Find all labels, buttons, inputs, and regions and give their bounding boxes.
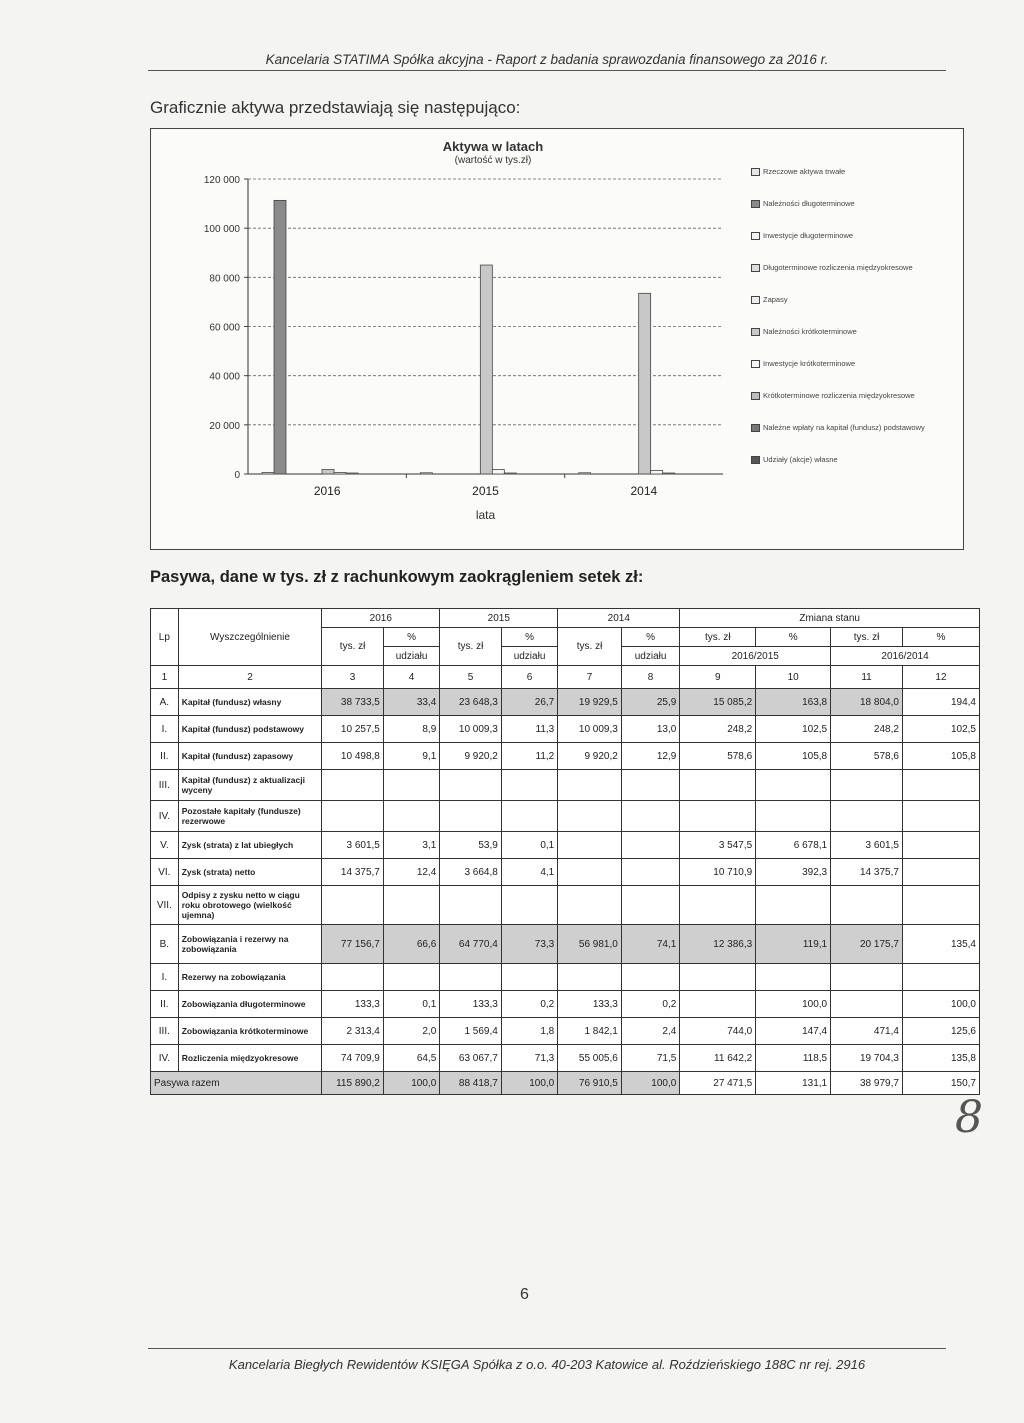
table-cell: 163,8: [756, 689, 831, 716]
table-cell: 23 648,3: [440, 689, 502, 716]
column-number: 10: [756, 666, 831, 689]
total-cell: 150,7: [902, 1072, 979, 1095]
table-cell: 0,1: [383, 991, 439, 1018]
table-row: [151, 743, 980, 770]
table-cell: 1 842,1: [558, 1018, 622, 1045]
table-cell: [621, 859, 679, 886]
chart-legend: [751, 167, 956, 487]
total-row: [151, 1072, 980, 1095]
table-row: [151, 716, 980, 743]
table-cell: 1,8: [501, 1018, 557, 1045]
chart-title: Aktywa w latach: [442, 139, 544, 154]
table-cell: [680, 991, 756, 1018]
legend-swatch: [751, 264, 760, 272]
col-2014-udzialu: udziału: [621, 647, 679, 666]
table-cell: 105,8: [902, 743, 979, 770]
bar: [492, 470, 504, 474]
table-cell: 10 498,8: [322, 743, 384, 770]
table-cell: [383, 886, 439, 925]
table-cell: [902, 859, 979, 886]
table-cell: 11,2: [501, 743, 557, 770]
total-cell: 115 890,2: [322, 1072, 384, 1095]
bar: [504, 473, 516, 474]
col-period-2016-2015: 2016/2015: [680, 647, 831, 666]
legend-item: [751, 231, 956, 263]
bar: [663, 473, 675, 474]
table-cell: 0,1: [501, 832, 557, 859]
table-cell: 12,4: [383, 859, 439, 886]
legend-item: [751, 391, 956, 423]
table-cell: [440, 964, 502, 991]
column-number: 2: [178, 666, 322, 689]
table-cell: 9 920,2: [440, 743, 502, 770]
table-cell: 64 770,4: [440, 925, 502, 964]
y-tick-label: 40 000: [209, 371, 240, 383]
column-number-row: [151, 666, 980, 689]
column-number: 12: [902, 666, 979, 689]
total-cell: 88 418,7: [440, 1072, 502, 1095]
row-label: Kapitał (fundusz) podstawowy: [178, 716, 322, 743]
table-cell: 133,3: [440, 991, 502, 1018]
column-number: 8: [621, 666, 679, 689]
table-cell: 118,5: [756, 1045, 831, 1072]
table-cell: 3 547,5: [680, 832, 756, 859]
legend-label: Zapasy: [763, 295, 788, 304]
row-label: Odpisy z zysku netto w ciągu roku obrotowego (wielkość ujemna): [178, 886, 322, 925]
table-cell: [831, 991, 903, 1018]
legend-label: Należne wpłaty na kapitał (fundusz) podstawowy: [763, 423, 925, 432]
table-cell: 6 678,1: [756, 832, 831, 859]
table-cell: 13,0: [621, 716, 679, 743]
x-axis-label: lata: [475, 508, 496, 522]
legend-item: [751, 263, 956, 295]
table-cell: 10 710,9: [680, 859, 756, 886]
table-cell: [558, 859, 622, 886]
col-lp: Lp: [151, 609, 179, 666]
column-number: 4: [383, 666, 439, 689]
page-number: 6: [520, 1286, 529, 1303]
col-2016: 2016: [322, 609, 440, 628]
column-number: 3: [322, 666, 384, 689]
table-cell: [902, 964, 979, 991]
column-number: 1: [151, 666, 179, 689]
bar: [262, 473, 274, 474]
table-cell: 3 601,5: [322, 832, 384, 859]
table-row: [151, 991, 980, 1018]
col-wyszczegolnienie: Wyszczególnienie: [178, 609, 322, 666]
legend-swatch: [751, 392, 760, 400]
table-cell: [756, 770, 831, 801]
row-lp: A.: [151, 689, 179, 716]
table-cell: [501, 886, 557, 925]
table-cell: 38 733,5: [322, 689, 384, 716]
col-zmiana-pct-1: %: [756, 628, 831, 647]
table-cell: [440, 801, 502, 832]
row-lp: II.: [151, 743, 179, 770]
table-row: [151, 925, 980, 964]
legend-label: Inwestycje krótkoterminowe: [763, 359, 856, 368]
table-cell: 102,5: [756, 716, 831, 743]
table-cell: [831, 964, 903, 991]
table-cell: 71,5: [621, 1045, 679, 1072]
table-row: [151, 859, 980, 886]
table-cell: [680, 886, 756, 925]
table-cell: 2,4: [621, 1018, 679, 1045]
row-lp: IV.: [151, 1045, 179, 1072]
table-cell: 19 704,3: [831, 1045, 903, 1072]
table-cell: 15 085,2: [680, 689, 756, 716]
col-2014-pct: %: [621, 628, 679, 647]
legend-item: [751, 423, 956, 455]
row-label: Pozostałe kapitały (fundusze) rezerwowe: [178, 801, 322, 832]
row-lp: VII.: [151, 886, 179, 925]
legend-label: Udziały (akcje) własne: [763, 455, 838, 464]
table-cell: [902, 832, 979, 859]
bar: [651, 471, 663, 474]
table-cell: 1 569,4: [440, 1018, 502, 1045]
table-cell: 20 175,7: [831, 925, 903, 964]
table-cell: 74,1: [621, 925, 679, 964]
legend-item: [751, 359, 956, 391]
row-lp: II.: [151, 991, 179, 1018]
table-cell: 19 929,5: [558, 689, 622, 716]
table-cell: [680, 964, 756, 991]
legend-swatch: [751, 360, 760, 368]
legend-label: Inwestycje długoterminowe: [763, 231, 854, 240]
table-cell: [322, 964, 384, 991]
chart-plot: [151, 129, 751, 549]
table-row: [151, 886, 980, 925]
legend-label: Długoterminowe rozliczenia międzyokresowe: [763, 263, 913, 272]
y-tick-label: 120 000: [203, 175, 240, 186]
table-cell: [756, 886, 831, 925]
col-2016-pct: %: [383, 628, 439, 647]
table-cell: 125,6: [902, 1018, 979, 1045]
table-cell: 10 257,5: [322, 716, 384, 743]
row-lp: IV.: [151, 801, 179, 832]
table-cell: [383, 770, 439, 801]
row-label: Zysk (strata) z lat ubiegłych: [178, 832, 322, 859]
intro-text: Graficznie aktywa przedstawiają się następująco:: [150, 98, 521, 117]
legend-swatch: [751, 200, 760, 208]
page-header: Kancelaria STATIMA Spółka akcyjna - Raport z badania sprawozdania finansowego za 2016 r.: [148, 52, 946, 71]
table-cell: 66,6: [383, 925, 439, 964]
table-cell: [383, 801, 439, 832]
col-2015-pct: %: [501, 628, 557, 647]
table-cell: 135,4: [902, 925, 979, 964]
table-cell: 63 067,7: [440, 1045, 502, 1072]
table-cell: 744,0: [680, 1018, 756, 1045]
table-row: [151, 801, 980, 832]
table-cell: [680, 770, 756, 801]
row-lp: V.: [151, 832, 179, 859]
chart-subtitle: (wartość w tys.zł): [454, 155, 532, 166]
bar: [579, 473, 591, 474]
bar: [334, 473, 346, 474]
table-cell: [621, 964, 679, 991]
table-cell: 2,0: [383, 1018, 439, 1045]
table-cell: [621, 770, 679, 801]
legend-swatch: [751, 296, 760, 304]
table-cell: [383, 964, 439, 991]
row-lp: I.: [151, 716, 179, 743]
table-row: [151, 964, 980, 991]
legend-label: Rzeczowe aktywa trwałe: [763, 167, 846, 176]
table-cell: 74 709,9: [322, 1045, 384, 1072]
col-zmiana-tys-1: tys. zł: [680, 628, 756, 647]
col-2014-tys: tys. zł: [558, 628, 622, 666]
table-cell: 100,0: [756, 991, 831, 1018]
x-tick-label: 2016: [313, 484, 341, 498]
table-cell: [440, 886, 502, 925]
legend-swatch: [751, 424, 760, 432]
table-cell: [501, 770, 557, 801]
table-cell: [902, 801, 979, 832]
table-cell: [831, 801, 903, 832]
table-cell: 18 804,0: [831, 689, 903, 716]
table-cell: 102,5: [902, 716, 979, 743]
legend-label: Krótkoterminowe rozliczenia międzyokresowe: [763, 391, 915, 400]
total-cell: 27 471,5: [680, 1072, 756, 1095]
legend-item: [751, 327, 956, 359]
table-row: [151, 1045, 980, 1072]
y-tick-label: 100 000: [203, 224, 240, 236]
total-cell: 100,0: [621, 1072, 679, 1095]
table-cell: 12,9: [621, 743, 679, 770]
table-cell: [558, 832, 622, 859]
handwritten-mark: 8: [955, 1092, 983, 1143]
legend-label: Należności długoterminowe: [763, 199, 855, 208]
table-cell: [501, 801, 557, 832]
row-label: Rozliczenia międzyokresowe: [178, 1045, 322, 1072]
row-lp: III.: [151, 770, 179, 801]
table-cell: [831, 770, 903, 801]
column-number: 6: [501, 666, 557, 689]
table-cell: 14 375,7: [831, 859, 903, 886]
liabilities-table: [150, 608, 980, 1095]
table-cell: [558, 886, 622, 925]
row-label: Zobowiązania długoterminowe: [178, 991, 322, 1018]
row-label: Zysk (strata) netto: [178, 859, 322, 886]
table-cell: [831, 886, 903, 925]
table-cell: 73,3: [501, 925, 557, 964]
table-cell: 3 601,5: [831, 832, 903, 859]
bar: [322, 470, 334, 474]
col-zmiana-stanu: Zmiana stanu: [680, 609, 980, 628]
table-cell: 25,9: [621, 689, 679, 716]
table-cell: [621, 832, 679, 859]
total-label: Pasywa razem: [151, 1072, 322, 1095]
col-2016-tys: tys. zł: [322, 628, 384, 666]
table-cell: [558, 964, 622, 991]
table-cell: 10 009,3: [558, 716, 622, 743]
table-cell: 11 642,2: [680, 1045, 756, 1072]
row-lp: B.: [151, 925, 179, 964]
col-2016-udzialu: udziału: [383, 647, 439, 666]
row-label: Zobowiązania i rezerwy na zobowiązania: [178, 925, 322, 964]
x-tick-label: 2014: [630, 484, 658, 498]
bar: [480, 265, 492, 474]
row-label: Rezerwy na zobowiązania: [178, 964, 322, 991]
table-cell: 14 375,7: [322, 859, 384, 886]
legend-item: [751, 295, 956, 327]
table-cell: 0,2: [501, 991, 557, 1018]
table-cell: 578,6: [680, 743, 756, 770]
column-number: 7: [558, 666, 622, 689]
bar: [346, 473, 358, 474]
legend-item: [751, 199, 956, 231]
table-cell: [902, 886, 979, 925]
table-cell: 77 156,7: [322, 925, 384, 964]
y-tick-label: 20 000: [209, 420, 240, 432]
table-cell: 194,4: [902, 689, 979, 716]
assets-chart: [150, 128, 964, 550]
x-tick-label: 2015: [472, 484, 499, 498]
column-number: 9: [680, 666, 756, 689]
col-2015-udzialu: udziału: [501, 647, 557, 666]
legend-swatch: [751, 328, 760, 336]
table-cell: 26,7: [501, 689, 557, 716]
col-zmiana-pct-2: %: [902, 628, 979, 647]
table-cell: 71,3: [501, 1045, 557, 1072]
row-label: Kapitał (fundusz) własny: [178, 689, 322, 716]
table-cell: 11,3: [501, 716, 557, 743]
col-2015: 2015: [440, 609, 558, 628]
col-period-2016-2014: 2016/2014: [831, 647, 980, 666]
table-cell: [558, 801, 622, 832]
section-title: Pasywa, dane w tys. zł z rachunkowym zaokrągleniem setek zł:: [150, 568, 644, 586]
table-cell: [558, 770, 622, 801]
table-cell: 100,0: [902, 991, 979, 1018]
legend-swatch: [751, 168, 760, 176]
bar: [274, 200, 286, 474]
table-cell: 64,5: [383, 1045, 439, 1072]
table-cell: [322, 886, 384, 925]
total-cell: 100,0: [501, 1072, 557, 1095]
table-cell: [322, 770, 384, 801]
column-number: 11: [831, 666, 903, 689]
table-cell: 2 313,4: [322, 1018, 384, 1045]
table-cell: [756, 801, 831, 832]
table-cell: 3,1: [383, 832, 439, 859]
table-cell: 392,3: [756, 859, 831, 886]
table-cell: 133,3: [322, 991, 384, 1018]
table-cell: [322, 801, 384, 832]
table-cell: 10 009,3: [440, 716, 502, 743]
table-cell: [501, 964, 557, 991]
col-2015-tys: tys. zł: [440, 628, 502, 666]
row-lp: VI.: [151, 859, 179, 886]
table-cell: 53,9: [440, 832, 502, 859]
total-cell: 76 910,5: [558, 1072, 622, 1095]
column-number: 5: [440, 666, 502, 689]
table-cell: [902, 770, 979, 801]
table-cell: 0,2: [621, 991, 679, 1018]
table-cell: [680, 801, 756, 832]
row-lp: III.: [151, 1018, 179, 1045]
row-lp: I.: [151, 964, 179, 991]
row-label: Zobowiązania krótkoterminowe: [178, 1018, 322, 1045]
legend-swatch: [751, 456, 760, 464]
y-tick-label: 80 000: [209, 273, 240, 285]
row-label: Kapitał (fundusz) zapasowy: [178, 743, 322, 770]
total-cell: 38 979,7: [831, 1072, 903, 1095]
page-footer: Kancelaria Biegłych Rewidentów KSIĘGA Spółka z o.o. 40-203 Katowice al. Roździeńskiego 188C nr rej. 2916: [148, 1348, 946, 1372]
table-cell: 9 920,2: [558, 743, 622, 770]
table-cell: 471,4: [831, 1018, 903, 1045]
table-cell: 147,4: [756, 1018, 831, 1045]
legend-item: [751, 167, 956, 199]
table-cell: 56 981,0: [558, 925, 622, 964]
table-cell: 135,8: [902, 1045, 979, 1072]
table-cell: 578,6: [831, 743, 903, 770]
table-cell: [756, 964, 831, 991]
table-cell: 3 664,8: [440, 859, 502, 886]
table-cell: 55 005,6: [558, 1045, 622, 1072]
table-cell: 248,2: [831, 716, 903, 743]
col-zmiana-tys-2: tys. zł: [831, 628, 903, 647]
table-cell: [440, 770, 502, 801]
table-cell: 12 386,3: [680, 925, 756, 964]
table-cell: [621, 886, 679, 925]
table-row: [151, 1018, 980, 1045]
y-tick-label: 0: [234, 470, 240, 481]
row-label: Kapitał (fundusz) z aktualizacji wyceny: [178, 770, 322, 801]
table-cell: 133,3: [558, 991, 622, 1018]
table-row: [151, 770, 980, 801]
col-2014: 2014: [558, 609, 680, 628]
table-cell: 9,1: [383, 743, 439, 770]
legend-swatch: [751, 232, 760, 240]
legend-item: [751, 455, 956, 487]
table-cell: 248,2: [680, 716, 756, 743]
total-cell: 100,0: [383, 1072, 439, 1095]
table-cell: 105,8: [756, 743, 831, 770]
table-cell: 4,1: [501, 859, 557, 886]
y-tick-label: 60 000: [209, 322, 240, 334]
bar: [639, 293, 651, 474]
table-cell: [621, 801, 679, 832]
bar: [420, 473, 432, 474]
table-cell: 8,9: [383, 716, 439, 743]
total-cell: 131,1: [756, 1072, 831, 1095]
table-cell: 33,4: [383, 689, 439, 716]
table-cell: 119,1: [756, 925, 831, 964]
legend-label: Należności krótkoterminowe: [763, 327, 857, 336]
table-row: [151, 832, 980, 859]
table-row: [151, 689, 980, 716]
